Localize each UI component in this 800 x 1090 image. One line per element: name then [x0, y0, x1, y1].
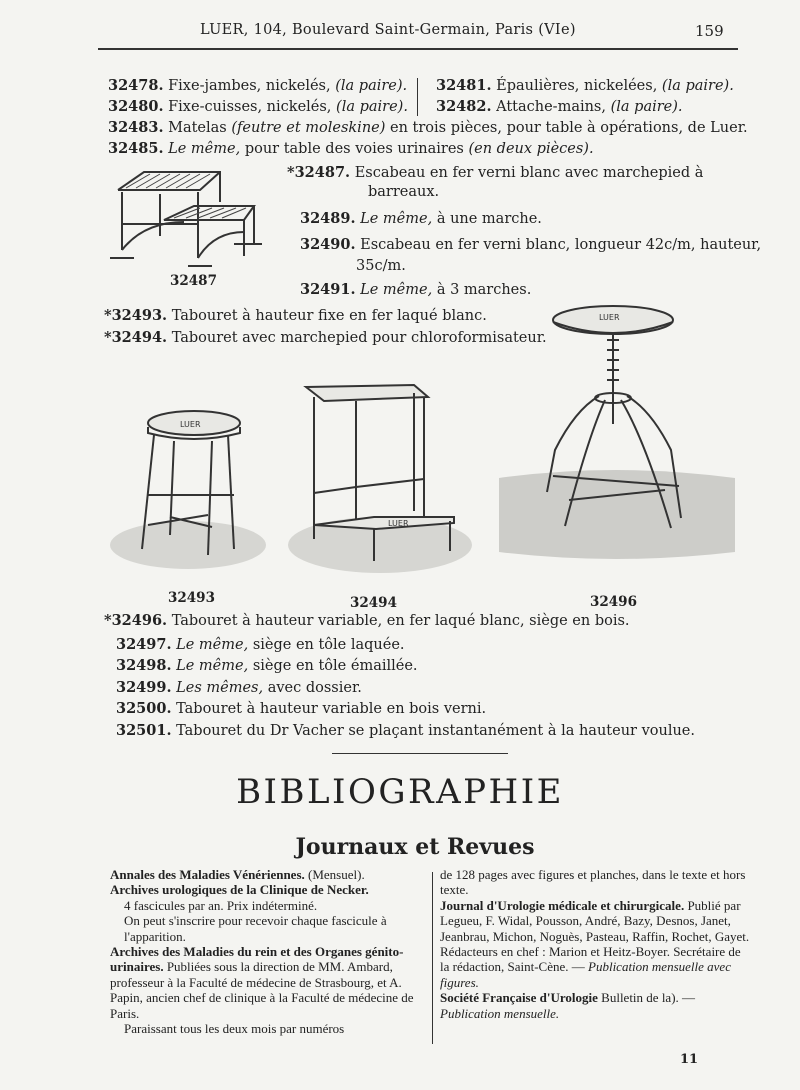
bibliography-left-column: [110, 867, 422, 1036]
bib-entry-continued: de 128 pages avec figures et planches, dans le texte et hors texte.: [440, 867, 746, 898]
bib-entry-societe-urologie: Société Française d'Urologie Bulletin de la). — Publication mensuelle.: [440, 990, 696, 1021]
bibliography-title: BIBLIOGRAPHIE: [236, 772, 564, 812]
adjustable-stool-illustration: [495, 300, 740, 580]
bibliography-subtitle: Journaux et Revues: [295, 834, 535, 860]
figure-caption-32493: 32493: [168, 590, 215, 606]
item-32499: 32499. Les mêmes, avec dossier.: [116, 679, 362, 696]
biblio-column-divider: [432, 872, 433, 1044]
bib-entry-necker-line1: 4 fascicules par an. Prix indéterminé.: [124, 897, 318, 913]
step-stool-chloroform-illustration: [284, 375, 474, 580]
item-32490-cont: 35c/m.: [356, 258, 406, 274]
signature-mark: 11: [680, 1052, 699, 1067]
item-32478: 32478. Fixe-jambes, nickelés, (la paire).: [108, 77, 408, 94]
item-32498: 32498. Le même, siège en tôle émaillée.: [116, 657, 418, 674]
running-title: LUER, 104, Boulevard Saint-Germain, Paris (VIe): [200, 22, 576, 38]
item-32489: 32489. Le même, à une marche.: [300, 210, 542, 227]
item-32491: 32491. Le même, à 3 marches.: [300, 281, 532, 298]
item-32481: 32481. Épaulières, nickelées, (la paire).: [436, 77, 734, 94]
bib-entry-archives-rein: Archives des Maladies du rein et des Organes génito-urinaires. Publiées sous la direction de MM. Ambard, professeur à la Faculté de médecine de Strasbourg, et A. Papin, ancien chef de clinique à la Faculté de médecine de Paris.: [110, 944, 414, 1021]
bib-entry-necker: Archives urologiques de la Clinique de Necker.: [110, 882, 369, 898]
figure-caption-32487: 32487: [170, 273, 217, 289]
item-32487-cont: barreaux.: [368, 184, 440, 200]
seat-mark-32493: LUER: [180, 420, 201, 429]
item-32500: 32500. Tabouret à hauteur variable en bois verni.: [116, 700, 487, 717]
column-divider: [417, 78, 418, 116]
seat-mark-32496: LUER: [599, 313, 620, 322]
item-32497: 32497. Le même, siège en tôle laquée.: [116, 636, 405, 653]
bibliography-right-column: [440, 867, 752, 1021]
item-32485: 32485. Le même, pour table des voies urinaires (en deux pièces).: [108, 140, 594, 157]
bib-entry-journal-urologie: Journal d'Urologie médicale et chirurgicale. Publié par Legueu, F. Widal, Pousson, André, Bazy, Desnos, Janet, Jeanbrau, Michon, Noguès, Pasteau, Raffin, Rochet, Gayet. Rédacteurs en chef : Marion et Heitz-Boyer. Secrétaire de la rédaction, Saint-Cène. — Publication mensuelle avec figures.: [440, 897, 750, 990]
item-32483: 32483. Matelas (feutre et moleskine) en trois pièces, pour table à opérations, de Luer.: [108, 119, 748, 136]
step-stool-illustration: [104, 162, 274, 272]
figure-caption-32496: 32496: [590, 594, 637, 610]
item-32496: *32496. Tabouret à hauteur variable, en fer laqué blanc, siège en bois.: [104, 612, 630, 629]
section-rule: [332, 753, 508, 754]
bib-entry-necker-line2: On peut s'inscrire pour recevoir chaque fascicule à l'apparition.: [124, 913, 387, 944]
seat-mark-32494: LUER: [388, 519, 409, 528]
item-32487: *32487. Escabeau en fer verni blanc avec marchepied à: [287, 164, 704, 181]
item-32493: *32493. Tabouret à hauteur fixe en fer laqué blanc.: [104, 307, 487, 324]
item-32482: 32482. Attache-mains, (la paire).: [436, 98, 683, 115]
item-32490: 32490. Escabeau en fer verni blanc, longueur 42c/m, hauteur,: [300, 236, 762, 253]
figure-caption-32494: 32494: [350, 595, 397, 611]
header-rule: [98, 48, 738, 50]
item-32494: *32494. Tabouret avec marchepied pour chloroformisateur.: [104, 329, 547, 346]
page-number: 159: [695, 22, 724, 40]
item-32480: 32480. Fixe-cuisses, nickelés, (la paire).: [108, 98, 408, 115]
bib-entry-archives-rein-more: Paraissant tous les deux mois par numéros: [124, 1021, 345, 1037]
item-32501: 32501. Tabouret du Dr Vacher se plaçant instantanément à la hauteur voulue.: [116, 722, 696, 739]
bib-entry-annales: Annales des Maladies Vénériennes. (Mensuel).: [110, 867, 365, 882]
fixed-stool-illustration: [108, 405, 268, 575]
